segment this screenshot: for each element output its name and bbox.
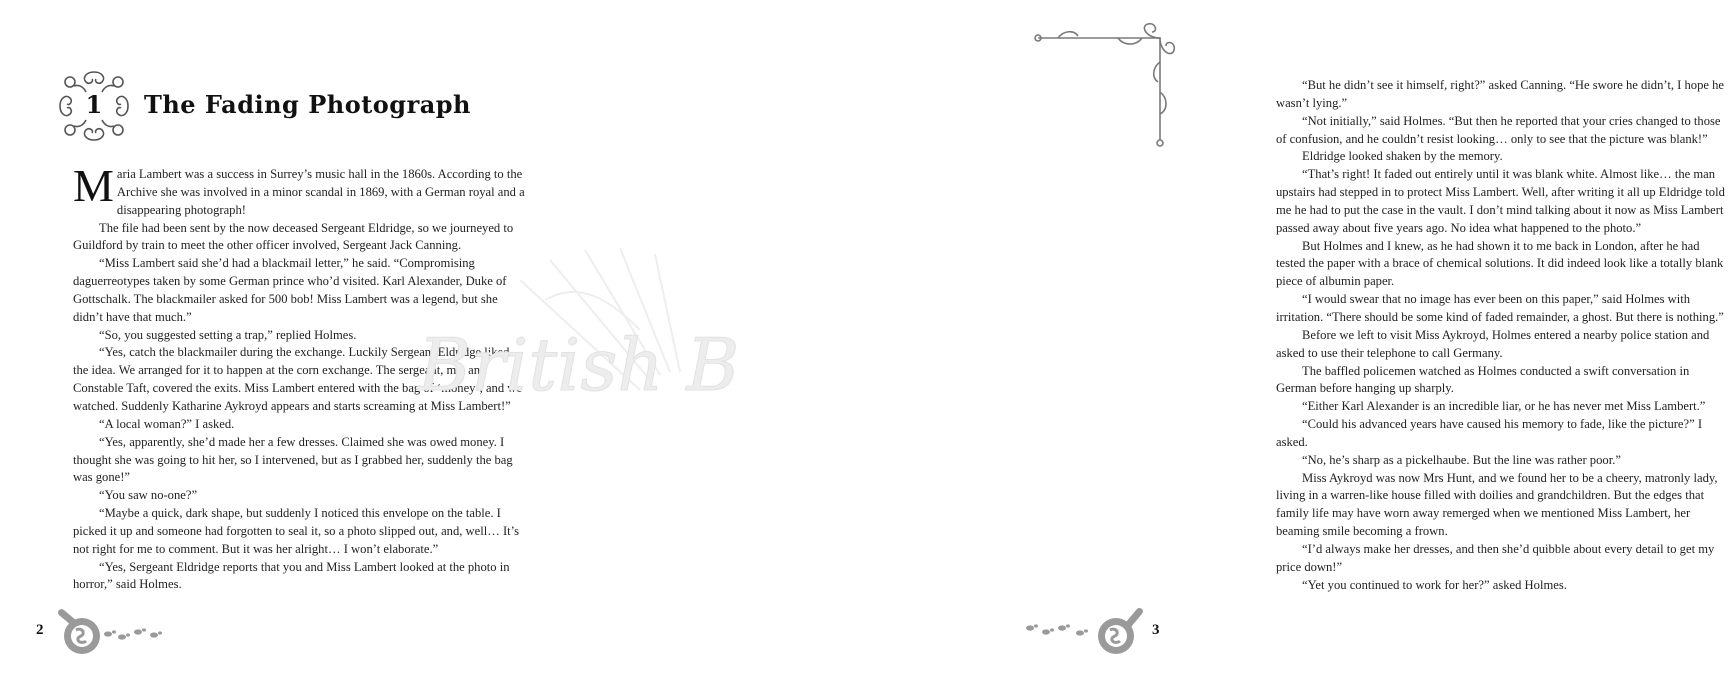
corner-flourish-icon	[1028, 22, 1178, 152]
chapter-number-badge	[56, 68, 132, 144]
page-number-left: 2	[36, 622, 44, 638]
right-text-column	[1276, 77, 1728, 594]
paragraph: “Could his advanced years have caused his memory to fade, like the picture?” I asked.	[1276, 417, 1703, 449]
paragraph: Before we left to visit Miss Aykroyd, Holmes entered a nearby police station and asked to use their telephone to call Germany.	[1276, 327, 1710, 360]
paragraph: “But he didn’t see it himself, right?” asked Canning. “He swore he didn’t, I hope he wasn’t lying.”	[1276, 78, 1725, 110]
paragraph: “Not initially,” said Holmes. “But then he reported that your cries changed to those of confusion, and he couldn’t resist looking… only to see that the picture was blank!”	[1276, 113, 1721, 146]
page-number-right: 3	[1152, 622, 1160, 638]
paragraph: Eldridge looked shaken by the memory.	[1302, 149, 1503, 164]
footprints-magnifying-glass-icon	[1022, 598, 1152, 662]
chapter-title: The Fading Photograph	[144, 90, 471, 119]
paragraph: “I’d always make her dresses, and then she’d quibble about every detail to get my price down!”	[1276, 541, 1715, 574]
paragraph: “No, he’s sharp as a pickelhaube. But the line was rather poor.”	[1302, 452, 1621, 467]
paragraph: The baffled policemen watched as Holmes conducted a swift conversation in German before hanging up sharply.	[1276, 363, 1690, 396]
paragraph: “Yet you continued to work for her?” asked Holmes.	[1302, 577, 1567, 592]
paragraph: “I would swear that no image has ever been on this paper,” said Holmes with irritation. “There should be some kind of faded remainder, a ghost. But there is nothing.”	[1276, 292, 1724, 324]
paragraph: “So, you suggested setting a trap,” replied Holmes.	[99, 327, 357, 342]
magnifying-glass-footprints-icon	[48, 598, 178, 662]
paragraph: “That’s right! It faded out entirely until it was blank white. Almost like… the man upstairs had stepped in to protect Miss Lambert. Well, after writing it all up Eldridge told me he had to put the case in the vault. I don’t mind talking about it now as Miss Lambert passed away about five years ago. No idea what happened to the photo.”	[1276, 167, 1725, 235]
watermark-text: British B	[418, 323, 740, 407]
paragraph: “A local woman?” I asked.	[99, 416, 235, 431]
paragraph: “Either Karl Alexander is an incredible liar, or he has never met Miss Lambert.”	[1302, 399, 1706, 414]
paragraph: But Holmes and I knew, as he had shown it to me back in London, after he had tested the paper with a brace of chemical solutions. It did indeed look like a totally blank piece of albumin paper.	[1276, 238, 1724, 289]
paragraph: “Yes, catch the blackmailer during the exchange. Luckily Sergeant Eldridge liked the idea. We arranged for it to happen at the corn exchange. The sergeant, me, and Constable Taft, covered the exits. Miss Lambert entered with the bag of ‘money’, and we watched. Suddenly Katharine Aykroyd appears and starts screaming at Miss Lambert!”	[73, 345, 522, 413]
paragraph: “Yes, Sergeant Eldridge reports that you and Miss Lambert looked at the photo in horror,” said Holmes.	[73, 559, 510, 592]
paragraph: “Maybe a quick, dark shape, but suddenly I noticed this envelope on the table. I picked it up and someone had forgotten to seal it, so a photo slipped out, and, well… It’s not right for me to comment. But it was her alright… I won’t elaborate.”	[73, 506, 520, 556]
paragraph: “You saw no-one?”	[99, 488, 198, 503]
drop-cap: M	[73, 160, 114, 211]
paragraph: The file had been sent by the now deceased Sergeant Eldridge, so we journeyed to Guildford by train to meet the other officer involved, Sergeant Jack Canning.	[73, 220, 514, 253]
right-page	[600, 0, 1725, 686]
opening-paragraph: Maria Lambert was a success in Surrey’s music hall in the 1860s. According to the Archive she was involved in a minor scandal in 1869, with a German royal and a disappearing photograph!	[73, 160, 525, 217]
paragraph: “Miss Lambert said she’d had a blackmail letter,” he said. “Compromising daguerreotypes taken by some German prince who’d visited. Karl Alexander, Duke of Gottschalk. The blackmailer asked for 500 bob! Miss Lambert was a legend, but she didn’t have that much.”	[73, 256, 507, 324]
paragraph: Miss Aykroyd was now Mrs Hunt, and we found her to be a cheery, matronly lady, living in a warren-like house filled with doilies and grandchildren. But the edges that family life may have worn away remerged when we mentioned Miss Lambert, her beaming smile becoming a frown.	[1276, 470, 1718, 539]
paragraph: “Yes, apparently, she’d made her a few dresses. Claimed she was owed money. I thought she was going to hit her, so I intervened, but as I grabbed her, suddenly the bag was gone!”	[73, 434, 513, 485]
chapter-number: 1	[85, 90, 103, 119]
